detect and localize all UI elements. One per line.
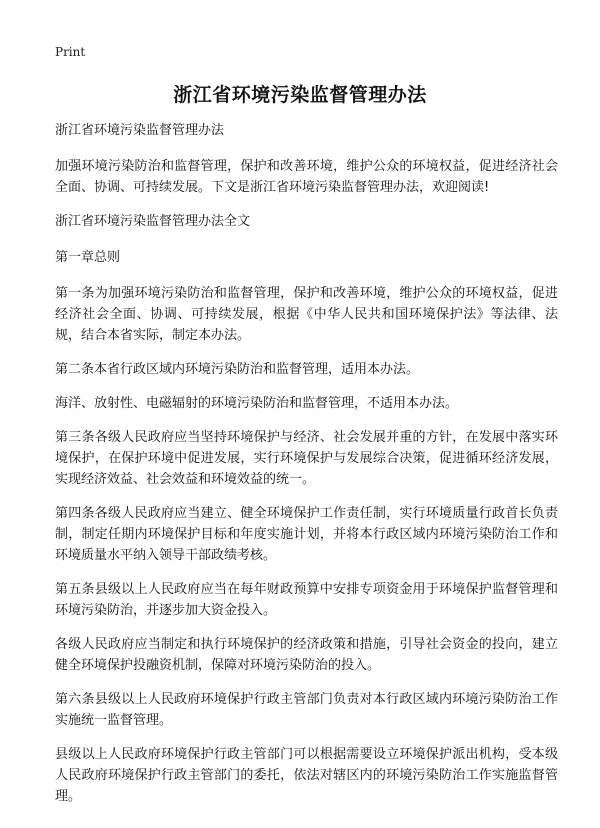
- paragraph-fulltext-heading: 浙江省环境污染监督管理办法全文: [55, 214, 251, 229]
- paragraph-article-6: 第六条县级以上人民政府环境保护行政主管部门负责对本行政区域内环境污染防治工作实施统一监督管理。: [55, 692, 558, 728]
- paragraph-article-5-policy: 各级人民政府应当制定和执行环境保护的经济政策和措施，引导社会资金的投向，建立健全环境保护投融资机制，保障对环境污染防治的投入。: [55, 637, 558, 673]
- paragraph-article-2-exception: 海洋、放射性、电磁辐射的环境污染防治和监督管理，不适用本办法。: [55, 396, 459, 411]
- paragraph-article-6-agency: 县级以上人民政府环境保护行政主管部门可以根据需要设立环境保护派出机构，受本级人民政府环境保护行政主管部门的委托，依法对辖区内的环境污染防治工作实施监督管理。: [55, 747, 558, 804]
- paragraph-chapter-heading: 第一章总则: [55, 250, 121, 265]
- paragraph-article-1: 第一条为加强环境污染防治和监督管理，保护和改善环境，维护公众的环境权益，促进经济社会全面、协调、可持续发展，根据《中华人民共和国环境保护法》等法律、法规，结合本省实际，制定本办法。: [55, 286, 558, 343]
- print-label: Print: [55, 45, 86, 59]
- paragraph-article-4: 第四条各级人民政府应当建立、健全环境保护工作责任制，实行环境质量行政首长负责制，制定任期内环境保护目标和年度实施计划，并将本行政区域内环境污染防治工作和环境质量水平纳入领导干部政绩考核。: [55, 506, 558, 563]
- paragraph-article-5: 第五条县级以上人民政府应当在每年财政预算中安排专项资金用于环境保护监督管理和环境污染防治，并逐步加大资金投入。: [55, 582, 558, 618]
- paragraph-article-2: 第二条本省行政区域内环境污染防治和监督管理，适用本办法。: [55, 362, 420, 377]
- paragraph-article-3: 第三条各级人民政府应当坚持环境保护与经济、社会发展并重的方针，在发展中落实环境保护，在保护环境中促进发展，实行环境保护与发展综合决策，促进循环经济发展，实现经济效益、社会效益和环境效益的统一。: [55, 430, 558, 487]
- document-title: 浙江省环境污染监督管理办法: [173, 84, 427, 106]
- paragraph-subtitle: 浙江省环境污染监督管理办法: [55, 123, 225, 138]
- document-body: [55, 120, 558, 820]
- paragraph-intro: 加强环境污染防治和监督管理，保护和改善环境，维护公众的环境权益，促进经济社会全面、协调、可持续发展。下文是浙江省环境污染监督管理办法，欢迎阅读!: [55, 159, 558, 195]
